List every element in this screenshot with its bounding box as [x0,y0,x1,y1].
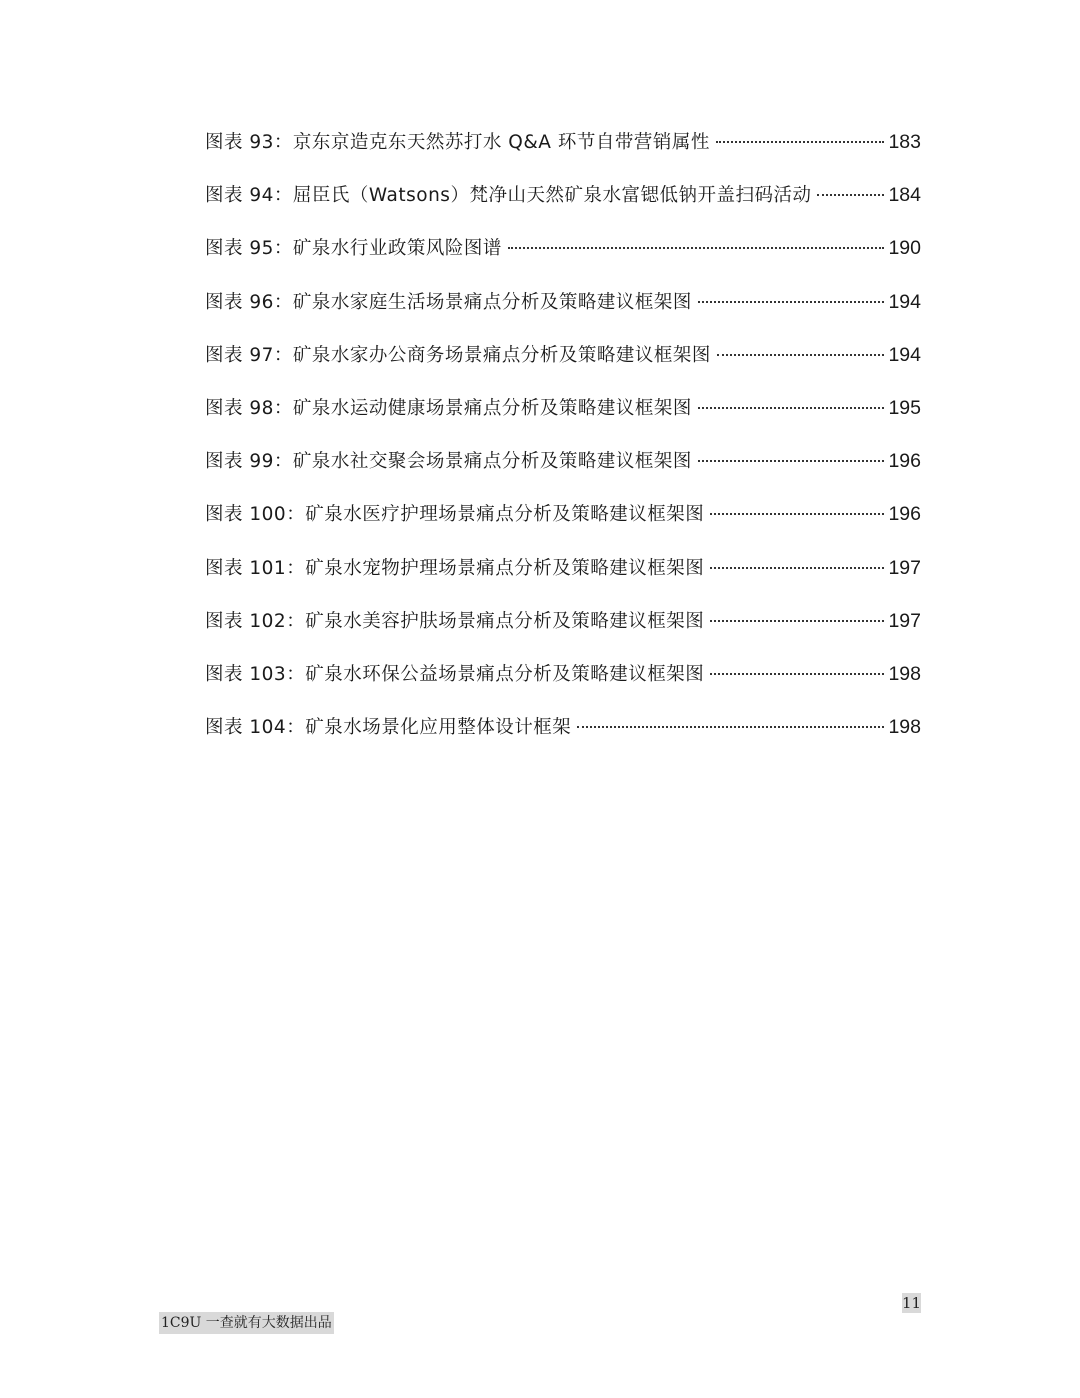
toc-entry-label: 图表 100：矿泉水医疗护理场景痛点分析及策略建议框架图 [205,504,705,526]
toc-dot-leader [817,194,884,196]
toc-entry-page: 194 [888,290,921,313]
toc-dot-leader [698,301,885,303]
toc-dot-leader [577,726,884,728]
toc-dot-leader [710,673,884,675]
toc-dot-leader [698,460,885,462]
toc-entry-page: 190 [888,237,921,260]
table-of-figures [205,127,921,765]
toc-entry[interactable] [205,127,921,180]
toc-entry[interactable] [205,287,921,340]
toc-entry[interactable] [205,180,921,233]
toc-entry[interactable] [205,606,921,659]
toc-dot-leader [716,141,885,143]
page-number: 11 [902,1294,922,1312]
toc-entry-label: 图表 96：矿泉水家庭生活场景痛点分析及策略建议框架图 [205,291,692,313]
toc-entry[interactable] [205,393,921,446]
toc-dot-leader [698,407,885,409]
toc-entry[interactable] [205,233,921,286]
toc-entry-page: 197 [888,556,921,579]
toc-entry-page: 194 [888,343,921,366]
toc-entry-page: 196 [888,503,921,526]
toc-dot-leader [717,354,885,356]
toc-dot-leader [710,567,884,569]
toc-entry[interactable] [205,553,921,606]
toc-entry-label: 图表 102：矿泉水美容护肤场景痛点分析及策略建议框架图 [205,610,705,632]
toc-entry[interactable] [205,446,921,499]
toc-entry-page: 197 [888,609,921,632]
toc-entry-page: 184 [888,184,921,207]
toc-entry-page: 196 [888,450,921,473]
toc-entry-label: 图表 94：屈臣氏（Watsons）梵净山天然矿泉水富锶低钠开盖扫码活动 [205,185,812,207]
toc-entry-page: 198 [888,716,921,739]
toc-entry[interactable] [205,659,921,712]
toc-entry[interactable] [205,340,921,393]
toc-dot-leader [710,620,884,622]
toc-entry-label: 图表 95：矿泉水行业政策风险图谱 [205,238,502,260]
toc-entry[interactable] [205,712,921,765]
toc-dot-leader [710,513,884,515]
toc-entry-label: 图表 98：矿泉水运动健康场景痛点分析及策略建议框架图 [205,397,692,419]
toc-entry-label: 图表 93：京东京造克东天然苏打水 Q&A 环节自带营销属性 [205,132,710,153]
toc-entry[interactable] [205,499,921,552]
toc-entry-label: 图表 97：矿泉水家办公商务场景痛点分析及策略建议框架图 [205,344,711,366]
toc-entry-label: 图表 99：矿泉水社交聚会场景痛点分析及策略建议框架图 [205,451,692,473]
toc-entry-page: 195 [888,396,921,419]
toc-entry-label: 图表 101：矿泉水宠物护理场景痛点分析及策略建议框架图 [205,557,705,579]
toc-entry-label: 图表 104：矿泉水场景化应用整体设计框架 [205,717,572,739]
toc-entry-page: 183 [888,131,921,153]
footer-brand: 1C9U 一查就有大数据出品 [159,1312,334,1334]
toc-entry-label: 图表 103：矿泉水环保公益场景痛点分析及策略建议框架图 [205,663,705,685]
toc-dot-leader [508,247,885,249]
toc-entry-page: 198 [888,662,921,685]
